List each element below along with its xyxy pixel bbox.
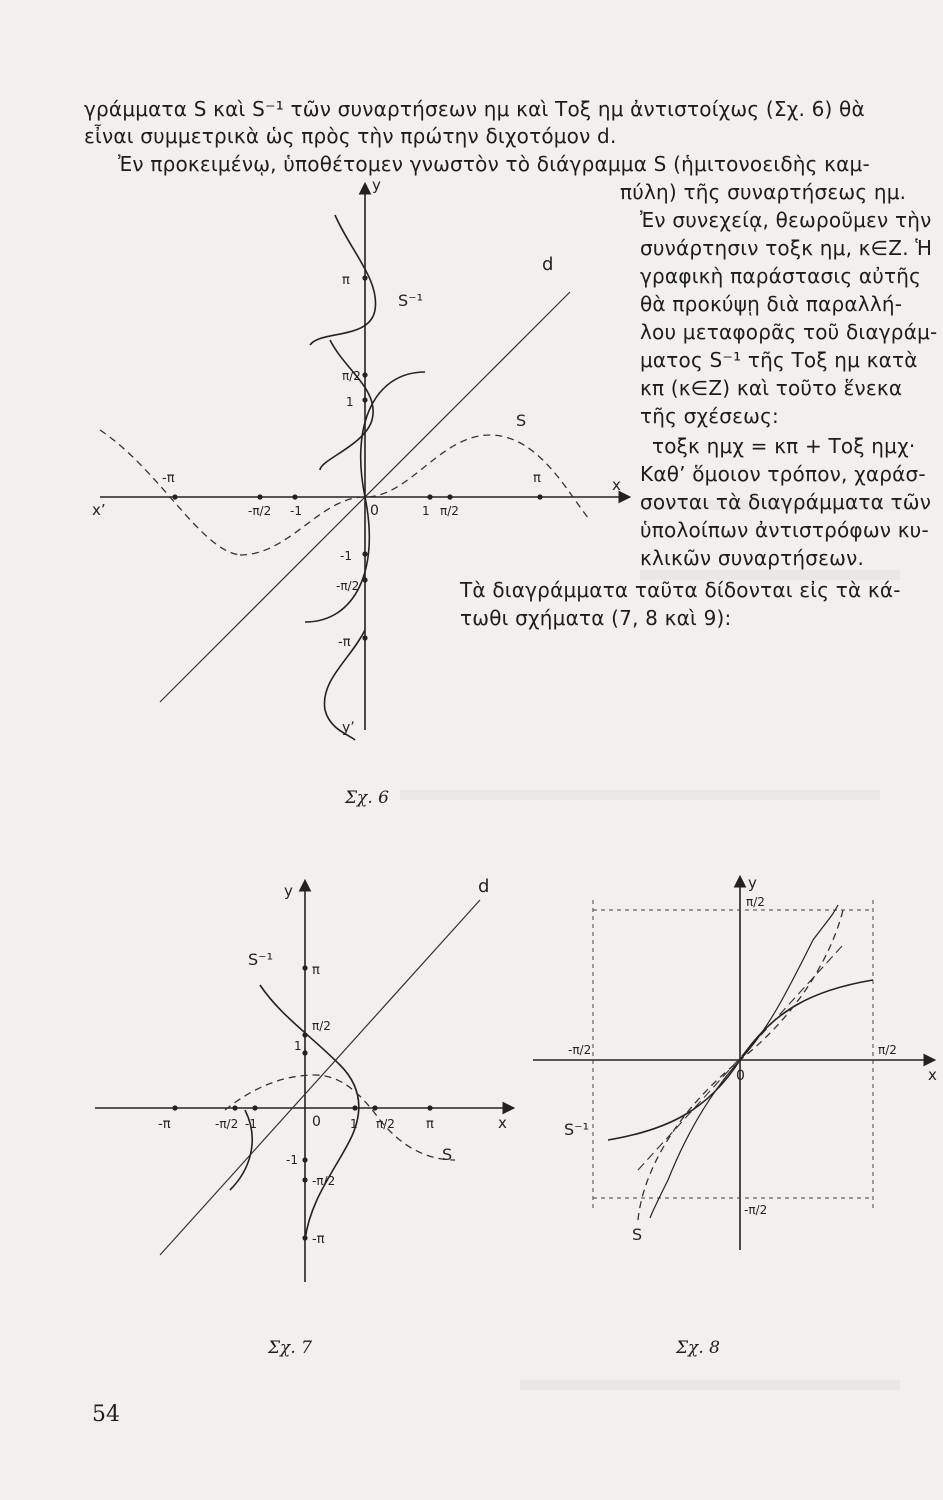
text-line: λου μεταφορᾶς τοῦ διαγράμ- [640, 320, 938, 344]
label-s-inverse: S⁻¹ [564, 1120, 590, 1139]
tick-label-one-y: 1 [294, 1039, 302, 1053]
bisector-d [160, 900, 480, 1255]
text-line: τῆς σχέσεως: [640, 404, 779, 428]
tick-label-neg-half-pi-x: -π/2 [248, 504, 272, 518]
label-origin: 0 [312, 1114, 321, 1130]
text-line: Ἐν συνεχείᾳ, θεωροῦμεν τὴν [640, 208, 932, 232]
label-x-neg: x’ [92, 501, 106, 519]
label-origin: 0 [736, 1068, 745, 1084]
tick-label-half-pi-x: π/2 [878, 1043, 897, 1057]
tick-label-one-x: 1 [350, 1117, 358, 1131]
text-line: θὰ προκύψῃ διὰ παραλλή- [640, 292, 903, 316]
curve-s-inverse [260, 985, 359, 1240]
text-line: ματος S⁻¹ τῆς Τοξ ημ κατὰ [640, 348, 918, 372]
text-line: τοξκ ημχ = κπ + Τοξ ημχ· [652, 434, 916, 458]
bleed-through [400, 790, 880, 800]
label-y: y [284, 882, 293, 900]
tick-label-half-pi-y: π/2 [342, 369, 361, 383]
tick-label-neg-half-pi-y: -π/2 [744, 1203, 768, 1217]
tick-label-neg-pi-x: -π [162, 471, 175, 486]
figure-7-caption: Σχ. 7 [268, 1338, 312, 1358]
tick-label-neg-half-pi-y: -π/2 [312, 1174, 336, 1188]
tick-label-neg-half-pi-x: -π/2 [215, 1117, 239, 1131]
label-x: x [928, 1066, 937, 1084]
text-line: εἶναι συμμετρικὰ ὡς πρὸς τὴν πρώτην διχοτόμον d. [84, 124, 617, 148]
curve-s-extension [740, 905, 838, 1060]
page-number: 54 [92, 1402, 120, 1427]
text-line: σονται τὰ διαγράμματα τῶν [640, 490, 932, 514]
tick-label-half-pi-y: π/2 [746, 895, 765, 909]
bleed-through [520, 1380, 900, 1390]
tick-label-neg-pi-y: -π [338, 635, 351, 650]
curve-s-extension-low [650, 1060, 740, 1218]
tick-label-neg-one-x: -1 [245, 1117, 257, 1131]
tick-marks [172, 965, 432, 1240]
tick-label-neg-half-pi-y: -π/2 [336, 579, 360, 593]
text-line: συνάρτησιν τοξκ ημ, κ∈Z. Ἡ [640, 236, 933, 260]
tick-label-pi-y: π [312, 963, 320, 978]
text-line: γράμματα S καὶ S⁻¹ τῶν συναρτήσεων ημ καὶ Τοξ ημ ἀντιστοίχως (Σχ. 6) θὰ [84, 97, 865, 121]
label-s: S [516, 411, 527, 430]
text-line: γραφικὴ παράστασις αὐτῆς [640, 264, 922, 288]
label-y: y [372, 176, 381, 194]
tick-label-neg-pi-x: -π [158, 1117, 171, 1132]
label-x: x [498, 1114, 507, 1132]
text-line: κπ (κ∈Z) καὶ τοῦτο ἕνεκα [640, 376, 903, 400]
label-d: d [542, 254, 554, 275]
label-s: S [632, 1225, 643, 1244]
text-line: κλικῶν συναρτήσεων. [640, 546, 865, 570]
label-origin: 0 [370, 503, 379, 519]
tick-label-neg-one-y: -1 [340, 549, 352, 563]
tick-label-neg-pi-y: -π [312, 1232, 325, 1247]
text-line: Ἐν προκειμένῳ, ὑποθέτομεν γνωστὸν τὸ διάγραμμα S (ἡμιτονοειδὴς καμ- [118, 152, 870, 176]
tick-label-pi-y: π [342, 273, 350, 288]
text-line: τωθι σχήματα (7, 8 καὶ 9): [460, 606, 732, 630]
figure-8-caption: Σχ. 8 [676, 1338, 720, 1358]
tick-label-half-pi-x: π/2 [440, 504, 459, 518]
label-s-inverse: S⁻¹ [398, 291, 424, 310]
label-y-neg: y’ [342, 720, 355, 736]
curve-s [225, 1075, 455, 1160]
text-line: Τὰ διαγράμματα ταῦτα δίδονται εἰς τὰ κά- [460, 578, 901, 602]
figure-7 [80, 870, 520, 1290]
label-y: y [748, 874, 757, 892]
figure-8 [528, 870, 943, 1260]
tick-label-one-x: 1 [422, 504, 430, 518]
tick-label-one-y: 1 [346, 395, 354, 409]
tick-label-neg-one-y: -1 [286, 1153, 298, 1167]
text-line: ὑπολοίπων ἀντιστρόφων κυ- [640, 518, 929, 542]
tick-label-half-pi-x: π/2 [376, 1117, 395, 1131]
tick-label-neg-one-x: -1 [290, 504, 302, 518]
tick-label-half-pi-y: π/2 [312, 1019, 331, 1033]
text-line: Καθ’ ὅμοιον τρόπον, χαράσ- [640, 462, 926, 486]
label-x: x [612, 476, 621, 494]
label-s-inverse: S⁻¹ [248, 950, 274, 969]
tick-label-pi-x: π [426, 1117, 434, 1132]
figure-6 [80, 170, 640, 750]
label-d: d [478, 876, 490, 897]
label-s: S [442, 1145, 453, 1164]
text-line: πύλη) τῆς συναρτήσεως ημ. [620, 180, 907, 204]
tick-label-neg-half-pi-x: -π/2 [568, 1043, 592, 1057]
figure-6-caption: Σχ. 6 [345, 788, 389, 808]
tick-label-pi-x: π [533, 471, 541, 486]
